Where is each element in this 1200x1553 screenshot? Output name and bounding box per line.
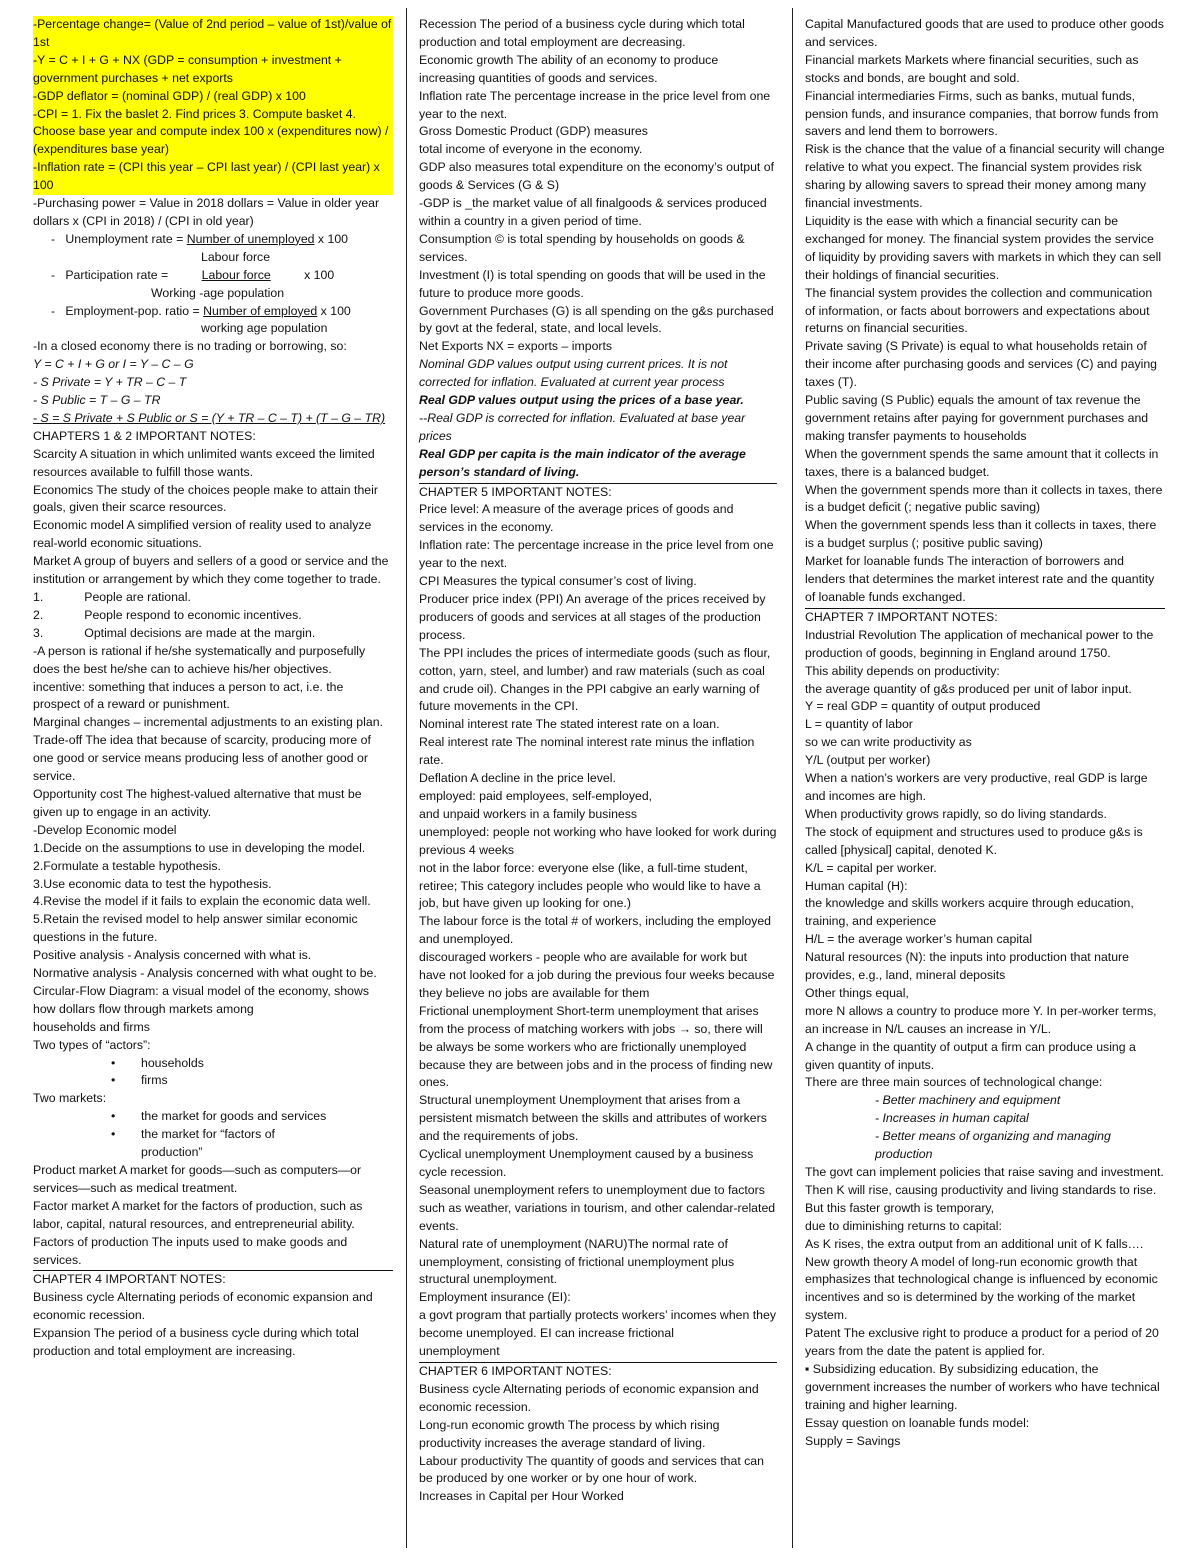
bullet-households: • households: [33, 1055, 393, 1073]
bullet-factor-market: • the market for “factors of production”: [33, 1126, 393, 1162]
column-1: [33, 16, 393, 1361]
fraction-unemployment-rate: - Unemployment rate = Number of unemployed x 100 Labour force: [33, 231, 393, 267]
bullet-firms: • firms: [33, 1072, 393, 1090]
def-price-level: Price level: A measure of the average prices of goods and services in the economy.: [419, 502, 734, 535]
fraction-multiplier: x 100: [317, 303, 351, 318]
def-economic-model: Economic model A simplified version of reality used to analyze real-world economic situations.: [33, 518, 372, 551]
govt-policies: The govt can implement policies that raise saving and investment. Then K will rise, causing productivity and living standards to rise.: [805, 1165, 1164, 1197]
markets-heading: Two markets:: [33, 1091, 107, 1106]
productivity-growth: When productivity grows rapidly, so do living standards.: [805, 806, 1107, 821]
def-l: L = quantity of labor: [805, 717, 913, 732]
def-not-in-labor-force: not in the labor force: everyone else (like, a full-time student, retiree; This category includes people who would like to have a job, but have given up looking for one.): [419, 860, 761, 911]
def-technological-change: A change in the quantity of output a firm can produce using a given quantity of inputs.: [805, 1039, 1136, 1072]
real-gdp-note: --Real GDP is corrected for inflation. Evaluated at base year prices: [419, 410, 746, 443]
formula-national-saving: - S = S Private + S Public or S = (Y + TR – C – T) + (T – G – TR): [33, 410, 386, 425]
def-long-run-growth: Long-run economic growth The process by which rising productivity increases the average standard of living.: [419, 1417, 720, 1450]
def-inflation-rate: Inflation rate The percentage increase in the price level from one year to the next.: [419, 88, 771, 121]
def-circular-flow: Circular-Flow Diagram: a visual model of the economy, shows how dollars flow through markets among: [33, 983, 370, 1016]
def-investment: Investment (I) is total spending on goods that will be used in the future to produce more goods.: [419, 267, 766, 300]
employment-insurance-desc-2: unemployment: [419, 1344, 500, 1359]
def-private-saving: Private saving (S Private) is equal to what households retain of their income after purchasing goods and services (C) and paying taxes (T).: [805, 339, 1158, 390]
def-consumption: Consumption © is total spending by households on goods & services.: [419, 231, 745, 264]
def-business-cycle: Business cycle Alternating periods of economic expansion and economic recession.: [33, 1290, 373, 1323]
fraction-numerator: Number of unemployed: [186, 231, 315, 246]
def-rational: -A person is rational if he/she systematically and purposefully does the best he/she can to achieve his/her objectives.: [33, 643, 366, 676]
def-normative-analysis: Normative analysis - Analysis concerned with what ought to be.: [33, 966, 377, 981]
gdp-total-income: total income of everyone in the economy.: [419, 142, 643, 157]
tech-source-1: - Better machinery and equipment: [875, 1093, 1061, 1108]
def-net-exports: Net Exports NX = exports – imports: [419, 339, 613, 354]
column-2: [419, 16, 777, 1506]
def-positive-analysis: Positive analysis - Analysis concerned with what is.: [33, 948, 312, 963]
model-step-5: 5.Retain the revised model to help answer similar economic questions in the future.: [33, 912, 358, 945]
real-gdp-per-capita: Real GDP per capita is the main indicator of the average person’s standard of living.: [419, 446, 746, 479]
productive-workers: When a nation’s workers are very productive, real GDP is large and incomes are high.: [805, 771, 1148, 803]
gdp-total-expenditure: GDP also measures total expenditure on the economy’s output of goods & Services (G & S): [419, 160, 775, 193]
tech-change-sources: There are three main sources of technological change:: [805, 1075, 1103, 1090]
closed-economy-note: -In a closed economy there is no trading or borrowing, so:: [33, 339, 347, 354]
def-structural-unemployment: Structural unemployment Unemployment that arises from a persistent mismatch between the skills and attributes of workers and the requirements of jobs.: [419, 1093, 767, 1144]
def-capital: Capital Manufactured goods that are used to produce other goods and services.: [805, 17, 1164, 49]
fraction-label: Employment-pop. ratio =: [65, 303, 204, 318]
def-inflation-rate-2: Inflation rate: The percentage increase in the price level from one year to the next.: [419, 538, 774, 571]
def-factor-market: Factor market A market for the factors of production, such as labor, capital, natural resources, and entrepreneurial ability.: [33, 1198, 363, 1231]
def-new-growth-theory: New growth theory A model of long-run economic growth that emphasizes that technological change is influenced by economic incentives and so is determined by the working of the market system.: [805, 1254, 1158, 1323]
supply-savings: Supply = Savings: [805, 1433, 901, 1448]
def-cpi: CPI Measures the typical consumer’s cost of living.: [419, 574, 697, 589]
productivity-formula-intro: so we can write productivity as: [805, 735, 972, 750]
diminishing-returns: due to diminishing returns to capital:: [805, 1218, 1002, 1233]
heading-chapter-7: CHAPTER 7 IMPORTANT NOTES:: [805, 608, 1165, 627]
heading-chapter-4: CHAPTER 4 IMPORTANT NOTES:: [33, 1270, 393, 1289]
formula-cpi: -CPI = 1. Fix the baslet 2. Find prices 3. Compute basket 4. Choose base year and compute index 100 x (expenditures now) / (expenditures base year): [33, 106, 393, 160]
capital-per-worker: K/L = capital per worker.: [805, 860, 937, 875]
def-ppi: Producer price index (PPI) An average of the prices received by producers of goods and services at all stages of the production process.: [419, 592, 766, 642]
productivity-formula: Y/L (output per worker): [805, 753, 931, 768]
def-real-gdp: Real GDP values output using the prices of a base year.: [419, 393, 744, 408]
def-employment-insurance: Employment insurance (EI):: [419, 1290, 571, 1305]
formula-closed-economy: Y = C + I + G or I = Y – C – G: [33, 357, 194, 372]
model-step-2: 2.Formulate a testable hypothesis.: [33, 858, 221, 873]
principle-1: 1. People are rational.: [33, 590, 191, 604]
def-patent: Patent The exclusive right to produce a product for a period of 20 years from the date the patent is applied for.: [805, 1326, 1159, 1359]
def-unemployed: unemployed: people not working who have looked for work during previous 4 weeks: [419, 824, 777, 857]
def-economic-growth: Economic growth The ability of an economy to produce increasing quantities of goods and services.: [419, 52, 719, 85]
def-nominal-gdp: Nominal GDP values output using current prices. It is not corrected for inflation. Evaluated at current year process: [419, 357, 728, 390]
model-step-3: 3.Use economic data to test the hypothesis.: [33, 876, 272, 891]
formula-gdp-identity: -Y = C + I + G + NX (GDP = consumption + investment + government purchases + net exports: [33, 52, 393, 88]
principle-3: 3. Optimal decisions are made at the margin.: [33, 625, 316, 640]
def-nominal-interest-rate: Nominal interest rate The stated interest rate on a loan.: [419, 717, 720, 732]
def-deflation: Deflation A decline in the price level.: [419, 771, 616, 786]
other-things-equal: Other things equal,: [805, 985, 909, 1000]
diminishing-returns-desc: As K rises, the extra output from an additional unit of K falls….: [805, 1236, 1144, 1251]
human-capital-ratio: H/L = the average worker’s human capital: [805, 932, 1033, 947]
def-risk: Risk is the chance that the value of a financial security will change relative to what you expect. The financial system provides risk sharing by allowing savers to spread their money among many financial investments.: [805, 142, 1165, 211]
fraction-label: Unemployment rate =: [65, 231, 187, 246]
def-financial-markets: Financial markets Markets where financial securities, such as stocks and bonds, are bought and sold.: [805, 52, 1139, 85]
def-balanced-budget: When the government spends the same amount that it collects in taxes, there is a balanced budget.: [805, 446, 1159, 479]
formula-private-saving: - S Private = Y + TR – C – T: [33, 375, 187, 390]
temporary-growth: But this faster growth is temporary,: [805, 1200, 995, 1215]
def-industrial-revolution: Industrial Revolution The application of mechanical power to the production of goods, beginning in England around 1750.: [805, 627, 1154, 660]
def-employed-2: and unpaid workers in a family business: [419, 806, 638, 821]
ppi-note: The PPI includes the prices of intermediate goods (such as flour, cotton, yarn, steel, and lumber) and raw materials (such as coal and crude oil). Changes in the PPI cabgive an early warning of future movements in the CPI.: [419, 645, 771, 714]
def-y: Y = real GDP = quantity of output produced: [805, 699, 1041, 714]
employment-insurance-desc: a govt program that partially protects workers’ incomes when they become unemployed. EI can increase frictional: [419, 1308, 776, 1341]
def-real-interest-rate: Real interest rate The nominal interest rate minus the inflation rate.: [419, 735, 755, 768]
formula-inflation-rate: -Inflation rate = (CPI this year – CPI last year) / (CPI last year) x 100: [33, 159, 393, 195]
fraction-employment-pop-ratio: - Employment-pop. ratio = Number of employed x 100 working age population: [33, 303, 393, 339]
tech-source-3: - Better means of organizing and managing production: [875, 1129, 1111, 1162]
bullet-goods-market: • the market for goods and services: [33, 1108, 393, 1126]
def-public-saving: Public saving (S Public) equals the amount of tax revenue the government retains after paying for government purchases and making transfer payments to households: [805, 393, 1149, 443]
principle-2: 2. People respond to economic incentives.: [33, 607, 302, 622]
develop-model-heading: -Develop Economic model: [33, 822, 177, 837]
subsidizing-education: ▪ Subsidizing education. By subsidizing education, the government increases the number of workers who have technical training and higher learning.: [805, 1361, 1160, 1412]
def-labour-force: The labour force is the total # of workers, including the employed and unemployed.: [419, 914, 772, 947]
fraction-multiplier: x 100: [300, 267, 335, 282]
def-gdp: -GDP is _the market value of all finalgoods & services produced within a country in a given period of time.: [419, 196, 767, 228]
def-discouraged-workers: discouraged workers - people who are available for work but have not looked for a job during the previous four weeks because they believe no jobs are available for them: [419, 950, 775, 1000]
def-trade-off: Trade-off The idea that because of scarcity, producing more of one good or service means producing less of another good or service.: [33, 733, 371, 784]
fraction-multiplier: x 100: [314, 231, 349, 246]
def-labour-productivity: Labour productivity The quantity of goods and services that can be produced by one worker or by one hour of work.: [419, 1453, 764, 1486]
heading-chapter-6: CHAPTER 6 IMPORTANT NOTES:: [419, 1362, 777, 1381]
productivity-intro: This ability depends on productivity:: [805, 663, 1000, 678]
def-incentive: incentive: something that induces a person to act, i.e. the prospect of a reward or punishment.: [33, 679, 344, 712]
column-divider-right: [792, 8, 793, 1548]
def-natural-resources: Natural resources (N): the inputs into production that nature provides, e.g., land, mineral deposits: [805, 950, 1129, 983]
formula-purchasing-power: -Purchasing power = Value in 2018 dollars = Value in older year dollars x (CPI in 2018) / (CPI in old year): [33, 196, 380, 228]
fraction-numerator: Number of employed: [203, 303, 318, 318]
def-expansion: Expansion The period of a business cycle during which total production and total employment are increasing.: [33, 1326, 359, 1359]
def-cyclical-unemployment: Cyclical unemployment Unemployment caused by a business cycle recession.: [419, 1147, 754, 1179]
def-recession: Recession The period of a business cycle during which total production and total employment are decreasing.: [419, 17, 745, 49]
natural-resources-effect: more N allows a country to produce more Y. In per-worker terms, an increase in N/L causes an increase in Y/L.: [805, 1003, 1157, 1036]
def-seasonal-unemployment: Seasonal unemployment refers to unemployment due to factors such as weather, variations in tourism, and other calendar-related events.: [419, 1182, 776, 1233]
formula-gdp-deflator: -GDP deflator = (nominal GDP) / (real GDP) x 100: [33, 88, 393, 106]
def-employed: employed: paid employees, self-employed,: [419, 788, 653, 803]
def-opportunity-cost: Opportunity cost The highest-valued alternative that must be given up to engage in an activity.: [33, 786, 362, 819]
fraction-denominator: working age population: [201, 321, 328, 336]
def-financial-intermediaries: Financial intermediaries Firms, such as banks, mutual funds, pension funds, and insurance companies, that borrow funds from savers and lend them to borrowers.: [805, 88, 1159, 139]
fraction-denominator: Labour force: [201, 249, 271, 264]
def-productivity: the average quantity of g&s produced per unit of labor input.: [805, 681, 1132, 696]
capital-per-hour: Increases in Capital per Hour Worked: [419, 1489, 624, 1504]
formula-percentage-change: -Percentage change= (Value of 2nd period – value of 1st)/value of 1st: [33, 16, 393, 52]
model-step-1: 1.Decide on the assumptions to use in developing the model.: [33, 840, 366, 855]
circular-flow-actors: households and firms: [33, 1019, 150, 1034]
fraction-denominator: Working -age population: [151, 285, 285, 300]
def-human-capital: Human capital (H):: [805, 878, 908, 893]
fraction-participation-rate: - Participation rate = Labour force x 100 Working -age population: [33, 267, 393, 303]
fraction-numerator: Labour force: [201, 267, 271, 282]
gdp-measures: Gross Domestic Product (GDP) measures: [419, 124, 648, 139]
def-budget-deficit: When the government spends more than it collects in taxes, there is a budget deficit (; negative public saving): [805, 482, 1163, 515]
def-frictional-unemployment: Frictional unemployment Short-term unemployment that arises from the process of matching workers with jobs → so, there will be always be some workers who are frictionally unemployed because they are between jobs and in the process of finding new ones.: [419, 1003, 773, 1090]
heading-chapters-1-2: CHAPTERS 1 & 2 IMPORTANT NOTES:: [33, 428, 256, 443]
def-liquidity: Liquidity is the ease with which a financial security can be exchanged for money. The financial system provides the service of liquidity by providing savers with markets in which they can sell their holdings of financial securities.: [805, 213, 1162, 282]
def-government-purchases: Government Purchases (G) is all spending on the g&s purchased by govt at the federal, state, and local levels.: [419, 303, 774, 336]
def-scarcity: Scarcity A situation in which unlimited wants exceed the limited resources available to fulfill those wants.: [33, 446, 375, 479]
def-marginal-changes: Marginal changes – incremental adjustments to an existing plan.: [33, 715, 383, 730]
def-information: The financial system provides the collection and communication of information, or facts about borrowers and expectations about returns on financial securities.: [805, 285, 1153, 336]
column-divider-left: [406, 8, 407, 1548]
column-3: [805, 16, 1165, 1451]
def-business-cycle-2: Business cycle Alternating periods of economic expansion and economic recession.: [419, 1381, 759, 1414]
heading-chapter-5: CHAPTER 5 IMPORTANT NOTES:: [419, 483, 777, 502]
model-step-4: 4.Revise the model if it fails to explain the economic data well.: [33, 894, 371, 909]
essay-question: Essay question on loanable funds model:: [805, 1415, 1030, 1430]
human-capital-desc: the knowledge and skills workers acquire through education, training, and experience: [805, 896, 1134, 929]
tech-source-2: - Increases in human capital: [875, 1111, 1029, 1126]
def-budget-surplus: When the government spends less than it collects in taxes, there is a budget surplus (; positive public saving): [805, 518, 1157, 551]
fraction-label: Participation rate =: [65, 267, 172, 282]
def-physical-capital: The stock of equipment and structures used to produce g&s is called [physical] capital, denoted K.: [805, 824, 1143, 857]
actors-heading: Two types of “actors”:: [33, 1037, 151, 1052]
def-natural-rate: Natural rate of unemployment (NARU)The normal rate of unemployment, consisting of frictional unemployment plus structural unemployment.: [419, 1236, 735, 1287]
def-economics: Economics The study of the choices people make to attain their goals, given their scarce resources.: [33, 482, 378, 515]
def-loanable-funds: Market for loanable funds The interaction of borrowers and lenders that determines the market interest rate and the quantity of loanable funds exchanged.: [805, 554, 1155, 604]
formula-public-saving: - S Public = T – G – TR: [33, 393, 161, 408]
def-product-market: Product market A market for goods—such as computers—or services—such as medical treatment.: [33, 1163, 362, 1195]
def-factors-of-production: Factors of production The inputs used to make goods and services.: [33, 1234, 348, 1267]
def-market: Market A group of buyers and sellers of a good or service and the institution or arrangement by which they come together to trade.: [33, 554, 389, 587]
